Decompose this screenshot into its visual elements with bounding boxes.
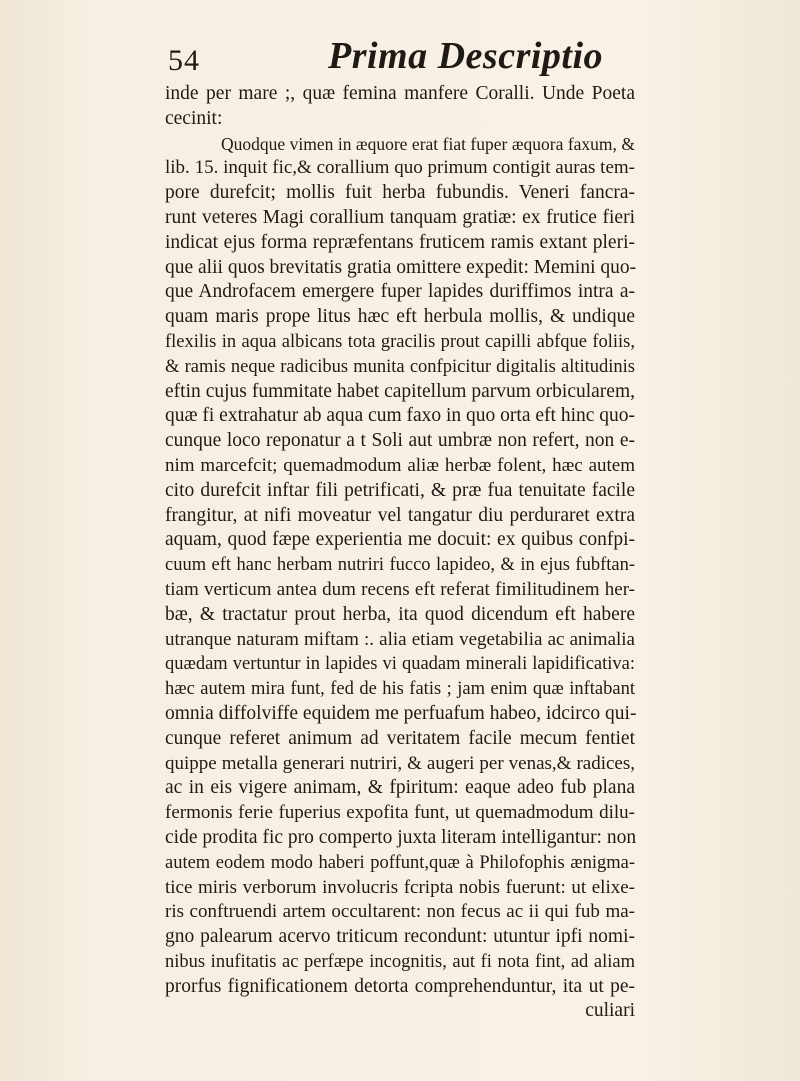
text-line: quippe metalla generari nutriri, & augeri per venas,& radices, xyxy=(165,752,635,774)
text-line: flexilis in aqua albicans tota gracilis prout capilli abfque foliis, xyxy=(165,331,635,352)
text-line: nibus inufitatis ac perfæpe incognitis, aut fi nota fint, ad aliam xyxy=(165,951,635,972)
text-line: eftin cujus fummitate habet capitellum parvum orbicularem, xyxy=(165,380,635,402)
text-line: utranque naturam miftam :. alia etiam vegetabilia ac animalia xyxy=(165,628,635,650)
text-line: Quodque vimen in æquore erat fiat fuper æquora faxum, & xyxy=(221,133,635,154)
text-line: indicat ejus forma repræfentans fruticem ramis extant pleri- xyxy=(165,231,635,253)
text-line: quædam vertuntur in lapides vi quadam minerali lapidificativa: xyxy=(165,654,635,675)
text-line: que alii quos brevitatis gratia omittere expedit: Memini quo- xyxy=(165,256,637,278)
text-line: pore durefcit; mollis fuit herba fubundis. Veneri fancra- xyxy=(165,182,635,204)
body-text xyxy=(165,82,635,1024)
text-line: aquam, quod fæpe experientia me docuit: ex quibus confpi- xyxy=(165,529,635,551)
text-line: hæc autem mira funt, fed de his fatis ; jam enim quæ inftabant xyxy=(165,679,635,700)
text-line: cide prodita fic pro comperto juxta literam intelligantur: non xyxy=(165,826,637,848)
catchword: culiari xyxy=(585,1000,635,1022)
running-title: Prima Descriptio xyxy=(328,35,604,77)
text-line: nim marcefcit; quemadmodum aliæ herbæ folent, hæc autem xyxy=(165,454,635,476)
text-line: prorfus fignificationem detorta comprehenduntur, ita ut pe- xyxy=(165,975,635,997)
text-line: & ramis neque radicibus munita confpicitur digitalis altitudinis xyxy=(165,356,635,377)
text-line: gno palearum acervo triticum recondunt: utuntur ipfi nomi- xyxy=(165,926,635,948)
text-line: quæ fi extrahatur ab aqua cum faxo in quo orta eft hinc quo- xyxy=(165,405,636,427)
text-line: runt veteres Magi corallium tanquam gratiæ: ex frutice fieri xyxy=(165,206,635,228)
text-line: ac in eis vigere animam, & fpiritum: eaque adeo fub plana xyxy=(165,777,635,799)
text-line: ris conftruendi artem occultarent: non fecus ac ii qui fub ma- xyxy=(165,901,635,923)
text-line: cito durefcit inftar fili petrificati, & præ fua tenuitate facile xyxy=(165,479,635,501)
text-line: bæ, & tractatur prout herba, ita quod dicendum eft habere xyxy=(165,603,635,625)
text-line: inde per mare ;, quæ femina manfere Coralli. Unde Poeta xyxy=(165,83,635,104)
text-line: cecinit: xyxy=(165,107,223,129)
text-line: cunque loco reponatur a t Soli aut umbræ non refert, non e- xyxy=(165,430,635,452)
text-line: tiam verticum antea dum recens eft referat fimilitudinem her- xyxy=(165,578,635,600)
text-line: autem eodem modo haberi poffunt,quæ à Philofophis ænigma- xyxy=(165,852,635,873)
text-line: que Androfacem emergere fuper lapides duriffimos intra a- xyxy=(165,281,635,303)
text-line: fermonis ferie fuperius expofita funt, ut quemadmodum dilu- xyxy=(165,802,635,824)
page-number: 54 xyxy=(168,44,200,77)
text-line: frangitur, at nifi moveatur vel tangatur diu perduraret extra xyxy=(165,504,635,526)
text-line: omnia diffolviffe equidem me perfuafum habeo, idcirco qui- xyxy=(165,702,637,724)
text-line: lib. 15. inquit fic,& corallium quo primum contigit auras tem- xyxy=(165,157,635,179)
text-line: cunque referet animum ad veritatem facile mecum fentiet xyxy=(165,727,635,749)
text-line: cuum eft hanc herbam nutriri fucco lapideo, & in ejus fubftan- xyxy=(165,555,635,576)
text-line: tice miris verborum involucris fcripta nobis fuerunt: ut elixe- xyxy=(165,876,635,898)
text-line: quam maris prope litus hæc eft herbula mollis, & undique xyxy=(165,306,635,328)
